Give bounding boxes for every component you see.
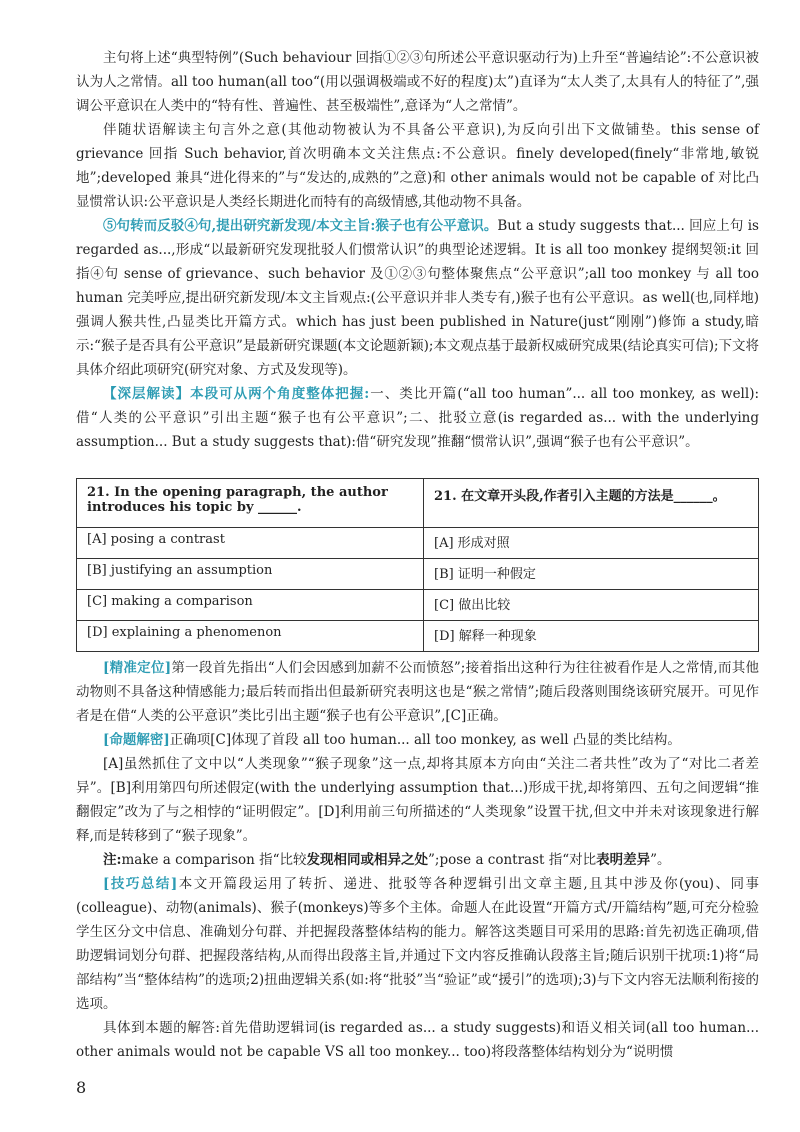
option-row	[77, 621, 759, 652]
note-emphasis: 表明差异	[596, 852, 651, 868]
question-design-body: 正确项[C]体现了首段 all too human... all too monkey, as well 凸显的类比结构。	[169, 732, 681, 748]
paragraph-1: 主句将上述“典型特例”(Such behaviour 回指①②③句所述公平意识驱动行为)上升至“普遍结论”:不公意识被认为人之常情。all too human(all too“(用以强调极端或不好的程度)太”)直译为“太人类了,太具有人的特征了”,强调公平意识在人类中的“特有性、普遍性、甚至极端性”,意译为“人之常情”。	[76, 50, 759, 114]
option-en: [D] explaining a phenomenon	[77, 621, 424, 652]
deep-reading-body: 一、类比开篇(“all too human”... all too monkey, as well):借“人类的公平意识”引出主题“猴子也有公平意识”;二、批驳立意(is regarded as... with the underlying assumption... But a study suggests that):借“研究发现”推翻“惯常认识”,强调“猴子也有公平意识”。	[76, 386, 760, 450]
option-zh: [A] 形成对照	[424, 528, 759, 559]
precise-positioning-tag: [精准定位]	[103, 660, 172, 676]
option-row	[77, 528, 759, 559]
option-row	[77, 590, 759, 621]
analysis-text-top	[76, 46, 759, 454]
precise-positioning-body: 第一段首先指出“人们会因感到加薪不公而愤怒”;接着指出这种行为往往被看作是人之常情,而其他动物则不具备这种情感能力;最后转而指出但最新研究表明这也是“猴之常情”;随后段落则围绕该研究展开。可见作者是在借“人类的公平意识”类比引出主题“猴子也有公平意识”,[C]正确。	[76, 660, 759, 724]
option-zh: [D] 解释一种现象	[424, 621, 759, 652]
option-en: [A] posing a contrast	[77, 528, 424, 559]
skill-summary-tag: [技巧总结]	[103, 876, 178, 892]
paragraph-3-lead: ⑤句转而反驳④句,提出研究新发现/本文主旨:猴子也有公平意识。	[103, 218, 498, 234]
deep-reading-tag: 【深层解读】	[103, 386, 191, 402]
note-text: ”;pose a contrast 指“对比	[428, 852, 597, 868]
question-header-row	[77, 479, 759, 528]
question-design-tag: [命题解密]	[103, 732, 170, 748]
page-number: 8	[76, 1078, 87, 1097]
skill-summary-body: 本文开篇段运用了转折、递进、批驳等各种逻辑引出文章主题,且其中涉及你(you)、同事(colleague)、动物(animals)、猴子(monkeys)等多个主体。命题人在此设置“开篇方式/开篇结构”题,可充分检验学生区分文中信息、准确划分句群、并把握段落整体结构的能力。解答这类题目可采用的思路:首先初选正确项,借助逻辑词划分句群、把握段落结构,从而得出段落主旨,并通过下文内容反推确认段落主旨;随后识别干扰项:1)将“局部结构”当“整体结构”的选项;2)扭曲逻辑关系(如:将“批驳”当“验证”或“援引”的选项);3)与下文内容无法顺利衔接的选项。	[76, 876, 759, 1012]
paragraph-3	[76, 214, 759, 382]
option-row	[77, 559, 759, 590]
question-stem-en: 21. In the opening paragraph, the author introduces his topic by ______.	[77, 479, 424, 528]
distractor-analysis: [A]虽然抓住了文中以“人类现象”“猴子现象”这一点,却将其原本方向由“关注二者共性”改为了“对比二者差异”。[B]利用第四句所述假定(with the underlying assumption that...)形成干扰,却将第四、五句之间逻辑“推翻假定”改为了与之相悖的“证明假定”。[D]利用前三句所描述的“人类现象”设置干扰,但文中并未对该现象进行解释,而是转移到了“猴子现象”。	[76, 756, 759, 844]
question-stem-zh: 21. 在文章开头段,作者引入主题的方法是______。	[424, 479, 759, 528]
skill-summary	[76, 872, 759, 1016]
note-text: make a comparison 指“比较	[121, 852, 307, 868]
analysis-text-bottom	[76, 656, 759, 1064]
note-label: 注:	[103, 852, 122, 868]
option-zh: [B] 证明一种假定	[424, 559, 759, 590]
question-table	[76, 478, 759, 652]
deep-reading	[76, 382, 759, 454]
note	[76, 848, 759, 872]
precise-positioning	[76, 656, 759, 728]
option-zh: [C] 做出比较	[424, 590, 759, 621]
paragraph-3-body: But a study suggests that... 回应上句 is regarded as...,形成“以最新研究发现批驳人们惯常认识”的典型论述逻辑。It is all too monkey 提纲契领:it 回指④句 sense of grievance、such behavior 及①②③句整体聚焦点“公平意识”;all too monkey 与 all too human 完美呼应,提出研究新发现/本文主旨观点:(公平意识并非人类专有,)猴子也有公平意识。as well(也,同样地)强调人猴共性,凸显类比开篇方式。which has just been published in Nature(just“刚刚”)修饰 a study,暗示:“猴子是否具有公平意识”是最新研究课题(本文论题新颖);本文观点基于最新权威研究成果(结论真实可信);下文将具体介绍此项研究(研究对象、方式及发现等)。	[76, 218, 760, 378]
option-en: [C] making a comparison	[77, 590, 424, 621]
question-design	[76, 728, 759, 752]
paragraph-2: 伴随状语解读主句言外之意(其他动物被认为不具备公平意识),为反向引出下文做铺垫。this sense of grievance 回指 Such behavior,首次明确本文关注焦点:不公意识。finely developed(finely“非常地,敏锐地”;developed 兼具“进化得来的”与“发达的,成熟的”之意)和 other animals would not be capable of 对比凸显惯常认识:公平意识是人类经长期进化而特有的高级情感,其他动物不具备。	[76, 122, 759, 210]
final-paragraph: 具体到本题的解答:首先借助逻辑词(is regarded as... a study suggests)和语义相关词(all too human... other animals would not be capable VS all too monkey... too)将段落整体结构划分为“说明惯	[76, 1020, 759, 1060]
note-emphasis: 发现相同或相异之处	[306, 852, 429, 868]
option-en: [B] justifying an assumption	[77, 559, 424, 590]
note-text: ”。	[650, 852, 671, 868]
deep-reading-lead: 本段可从两个角度整体把握:	[190, 386, 370, 402]
